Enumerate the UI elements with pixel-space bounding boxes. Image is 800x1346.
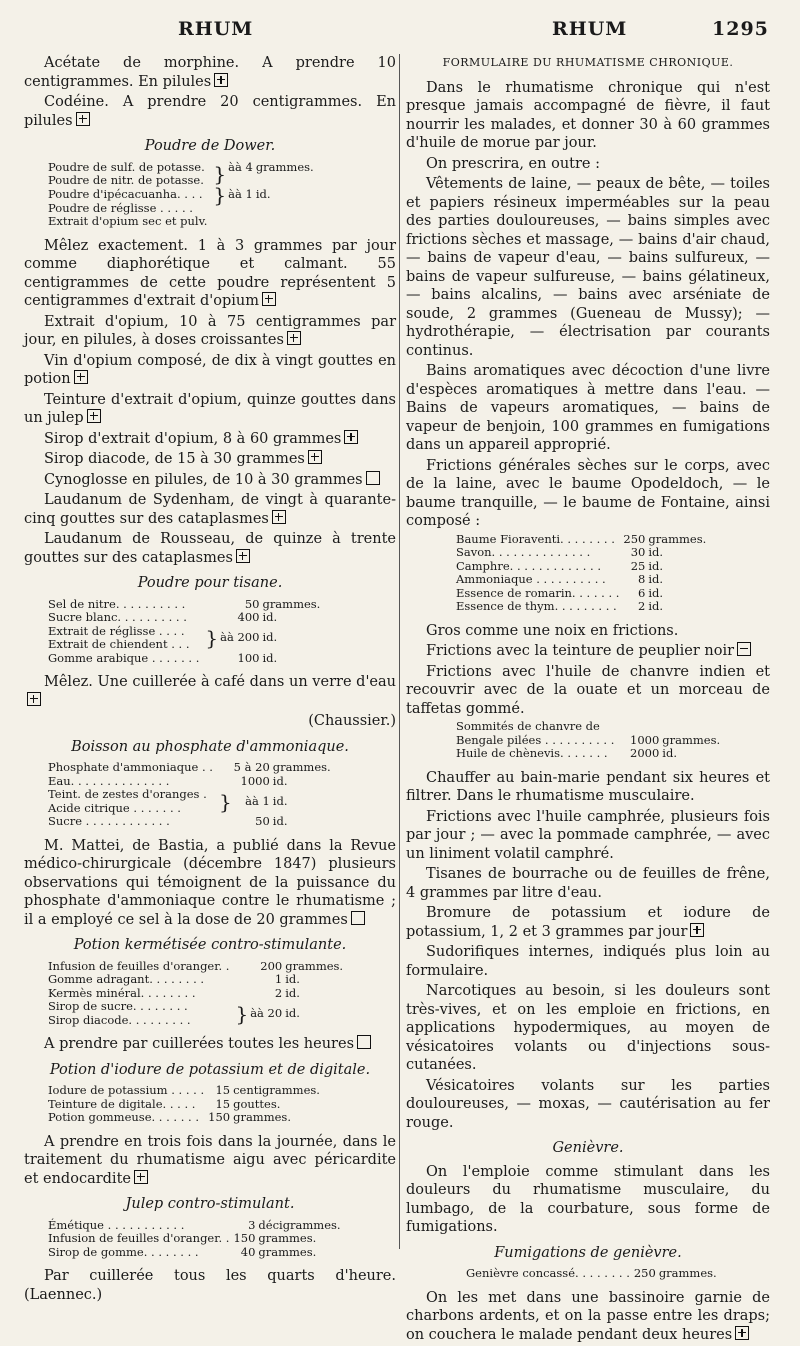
plus-box-icon	[134, 1170, 148, 1184]
section-title: Genièvre.	[552, 1140, 624, 1156]
paragraph: Vésicatoires volants sur les parties douloureuses, — moxas, — cautérisation au fer rouge.	[406, 1077, 770, 1131]
paragraph: Mêlez. Une cuillerée à café dans un verre d'eau	[24, 673, 396, 710]
paragraph: Sirop d'extrait d'opium, 8 à 60 grammes	[24, 430, 396, 449]
section-title: Potion d'iodure de potassium et de digitale.	[49, 1061, 371, 1078]
plus-box-icon	[735, 1326, 749, 1340]
paragraph: Gros comme une noix en frictions.	[426, 622, 679, 639]
paragraph: Mêlez exactement. 1 à 3 grammes par jour comme diaphorétique et calmant. 55 centigrammes de cette poudre représentent 5 centigrammes d'extrait d'opium	[24, 237, 396, 309]
column-divider	[399, 54, 400, 1249]
paragraph: Vêtements de laine, — peaux de bête, — toiles et papiers résineux imperméables sur la peau des parties douloureuses, — bains simples avec frictions sèches et massage, — bains d'air chaud, — bains de vapeur d'eau, — bains sulfureux, — bains de vapeur sulfureuse, — bains gélatineux, — bains alcalins, — bains avec arséniate de soude, 2 grammes (Gueneau de Mussy); — hydrothérapie, — électrisation par courants continus.	[406, 176, 770, 359]
paragraph: Cynoglosse en pilules, de 10 à 30 grammes	[24, 471, 396, 490]
plus-box-icon	[690, 923, 704, 937]
page-number: 1295	[712, 18, 769, 40]
paragraph: Frictions avec l'huile de chanvre indien et recouvrir avec de la ouate et un morceau de taffetas gommé.	[406, 663, 770, 717]
plus-box-icon	[214, 73, 228, 87]
section-title: Poudre de Dower.	[144, 138, 276, 154]
plus-box-icon	[344, 430, 358, 444]
plus-box-icon	[236, 549, 250, 563]
running-head-right: RHUM	[552, 18, 628, 40]
recipe-table: Sel de nitre. . . . . . . . . . 50 grammes. Sucre blanc. . . . . . . . . . 400 id. Extrait de réglisse . . . . } àà 200 id. Extrait de chiendent . . . Gomme arabique . . . . . . . 100 id.	[48, 596, 321, 665]
paragraph: Sirop diacode, de 15 à 30 grammes	[24, 450, 396, 469]
section-heading: FORMULAIRE DU RHUMATISME CHRONIQUE.	[442, 56, 734, 69]
paragraph: M. Mattei, de Bastia, a publié dans la Revue médico-chirurgicale (décembre 1847) plusieurs observations qui témoignent de la puissance du phosphate d'ammoniaque contre le rhumatisme ; il a employé ce sel à la dose de 20 grammes	[24, 837, 396, 928]
paragraph: Acétate de morphine. A prendre 10 centigrammes. En pilules	[24, 55, 396, 90]
plus-box-icon	[262, 292, 276, 306]
paragraph: On l'emploie comme stimulant dans les douleurs du rhumatisme musculaire, du lumbago, de la courbature, sous forme de fumigations.	[406, 1163, 770, 1235]
left-column	[24, 54, 396, 1306]
recipe-table: Poudre de sulf. de potasse. } àà 4 grammes. Poudre de nitr. de potasse. Poudre d'ipécacuanha. . . . } àà 1 id. Poudre de réglisse . . . . . Extrait d'opium sec et pulv.	[48, 159, 314, 228]
attribution: (Chaussier.)	[308, 713, 396, 729]
paragraph: Bains aromatiques avec décoction d'une livre d'espèces aromatiques à mettre dans l'eau. — Bains de vapeurs aromatiques, — bains de vapeur de benjoin, 100 grammes en fumigations dans un appareil approprié.	[406, 363, 770, 453]
section-title: Boisson au phosphate d'ammoniaque.	[71, 738, 349, 755]
minus-box-icon	[737, 642, 751, 656]
paragraph: Laudanum de Rousseau, de quinze à trente gouttes sur des cataplasmes	[24, 531, 396, 566]
plus-box-icon	[87, 409, 101, 423]
recipe-table: Sommités de chanvre de Bengale pilées . . . . . . . . . . 1000 grammes. Huile de chènevis. . . . . . . 2000 id.	[456, 719, 721, 760]
paragraph: On les met dans une bassinoire garnie de charbons ardents, et on la passe entre les draps; on couchera le malade pendant deux heures	[406, 1289, 770, 1343]
paragraph: Extrait d'opium, 10 à 75 centigrammes par jour, en pilules, à doses croissantes	[24, 313, 396, 348]
recipe-table: Phosphate d'ammoniaque . . 5 à 20 grammes. Eau. . . . . . . . . . . . . . 1000 id. Teint. de zestes d'oranges . } àà 1 id. Acide citrique . . . . . . . Sucre . . . . . . . . . . . . 50 id.	[48, 760, 331, 828]
running-head-left: RHUM	[178, 18, 254, 40]
section-title: Julep contro-stimulant.	[125, 1196, 295, 1212]
paragraph: Frictions générales sèches sur le corps, avec de la laine, avec le baume Opodeldoch, — le baume tranquille, — le baume de Fontaine, ainsi composé :	[406, 457, 770, 529]
paragraph: Frictions avec l'huile camphrée, plusieurs fois par jour ; — avec la pommade camphrée, — avec un liniment volatil camphré.	[406, 808, 770, 862]
paragraph: A prendre par cuillerées toutes les heures	[24, 1035, 396, 1054]
plus-box-icon	[76, 112, 90, 126]
paragraph: Bromure de potassium et iodure de potassium, 1, 2 et 3 grammes par jour	[406, 905, 770, 940]
plus-box-icon	[27, 692, 41, 706]
plus-box-icon	[272, 510, 286, 524]
plus-box-icon	[287, 331, 301, 345]
section-title: Fumigations de genièvre.	[494, 1244, 682, 1261]
empty-box-icon	[357, 1035, 371, 1049]
paragraph: Sudorifiques internes, indiqués plus loin au formulaire.	[406, 944, 770, 979]
paragraph: Chauffer au bain-marie pendant six heures et filtrer. Dans le rhumatisme musculaire.	[406, 769, 770, 804]
empty-box-icon	[351, 911, 365, 925]
recipe-table: Infusion de feuilles d'oranger. . 200 grammes. Gomme adragant. . . . . . . . 1 id. Kermès minéral. . . . . . . . 2 id. Sirop de sucre. . . . . . . . } àà 20 id. Sirop diacode. . . . . . . . .	[48, 958, 344, 1027]
section-title: Potion kermétisée contro-stimulante.	[73, 937, 347, 953]
paragraph: Par cuillerée tous les quarts d'heure. (Laennec.)	[24, 1268, 396, 1303]
paragraph: Frictions avec la teinture de peuplier noir	[406, 642, 770, 661]
paragraph: A prendre en trois fois dans la journée, dans le traitement du rhumatisme aigu avec péricardite et endocardite	[24, 1133, 396, 1187]
plus-box-icon	[308, 450, 322, 464]
section-title: Poudre pour tisane.	[137, 575, 283, 591]
paragraph: Codéine. A prendre 20 centigrammes. En pilules	[24, 94, 396, 129]
recipe-table: Iodure de potassium . . . . . 15 centigrammes. Teinture de digitale. . . . . 15 gouttes. Potion gommeuse. . . . . . . 150 grammes.	[48, 1083, 320, 1124]
paragraph: Teinture d'extrait d'opium, quinze gouttes dans un julep	[24, 391, 396, 426]
recipe-table: Genièvre concassé. . . . . . . . 250 grammes.	[466, 1266, 717, 1280]
recipe-table: Baume Fioraventi. . . . . . . . 250 grammes. Savon. . . . . . . . . . . . . . 30 id. Camphre. . . . . . . . . . . . . 25 id. Ammoniaque . . . . . . . . . . 8 id. Essence de romarin. . . . . . . 6 id. Essence de thym. . . . . . . . . 2 id.	[456, 531, 707, 613]
right-column	[406, 54, 770, 1346]
plus-box-icon	[74, 370, 88, 384]
paragraph: Dans le rhumatisme chronique qui n'est presque jamais accompagné de fièvre, il faut nourrir les malades, et donner 30 à 60 grammes d'huile de morue par jour.	[406, 79, 770, 151]
recipe-table: Émétique . . . . . . . . . . . 3 décigrammes. Infusion de feuilles d'oranger. . 150 grammes. Sirop de gomme. . . . . . . . 40 grammes.	[48, 1217, 341, 1259]
paragraph: Narcotiques au besoin, si les douleurs sont très-vives, et on les emploie en frictions, en applications hypodermiques, au moyen de vésicatoires volants ou d'injections sous-cutanées.	[406, 983, 770, 1073]
paragraph: Laudanum de Sydenham, de vingt à quarante-cinq gouttes sur des cataplasmes	[24, 492, 396, 527]
paragraph: On prescrira, en outre :	[426, 155, 600, 172]
paragraph: Vin d'opium composé, de dix à vingt gouttes en potion	[24, 352, 396, 387]
paragraph: Tisanes de bourrache ou de feuilles de frêne, 4 grammes par litre d'eau.	[406, 866, 770, 901]
empty-box-icon	[366, 471, 380, 485]
